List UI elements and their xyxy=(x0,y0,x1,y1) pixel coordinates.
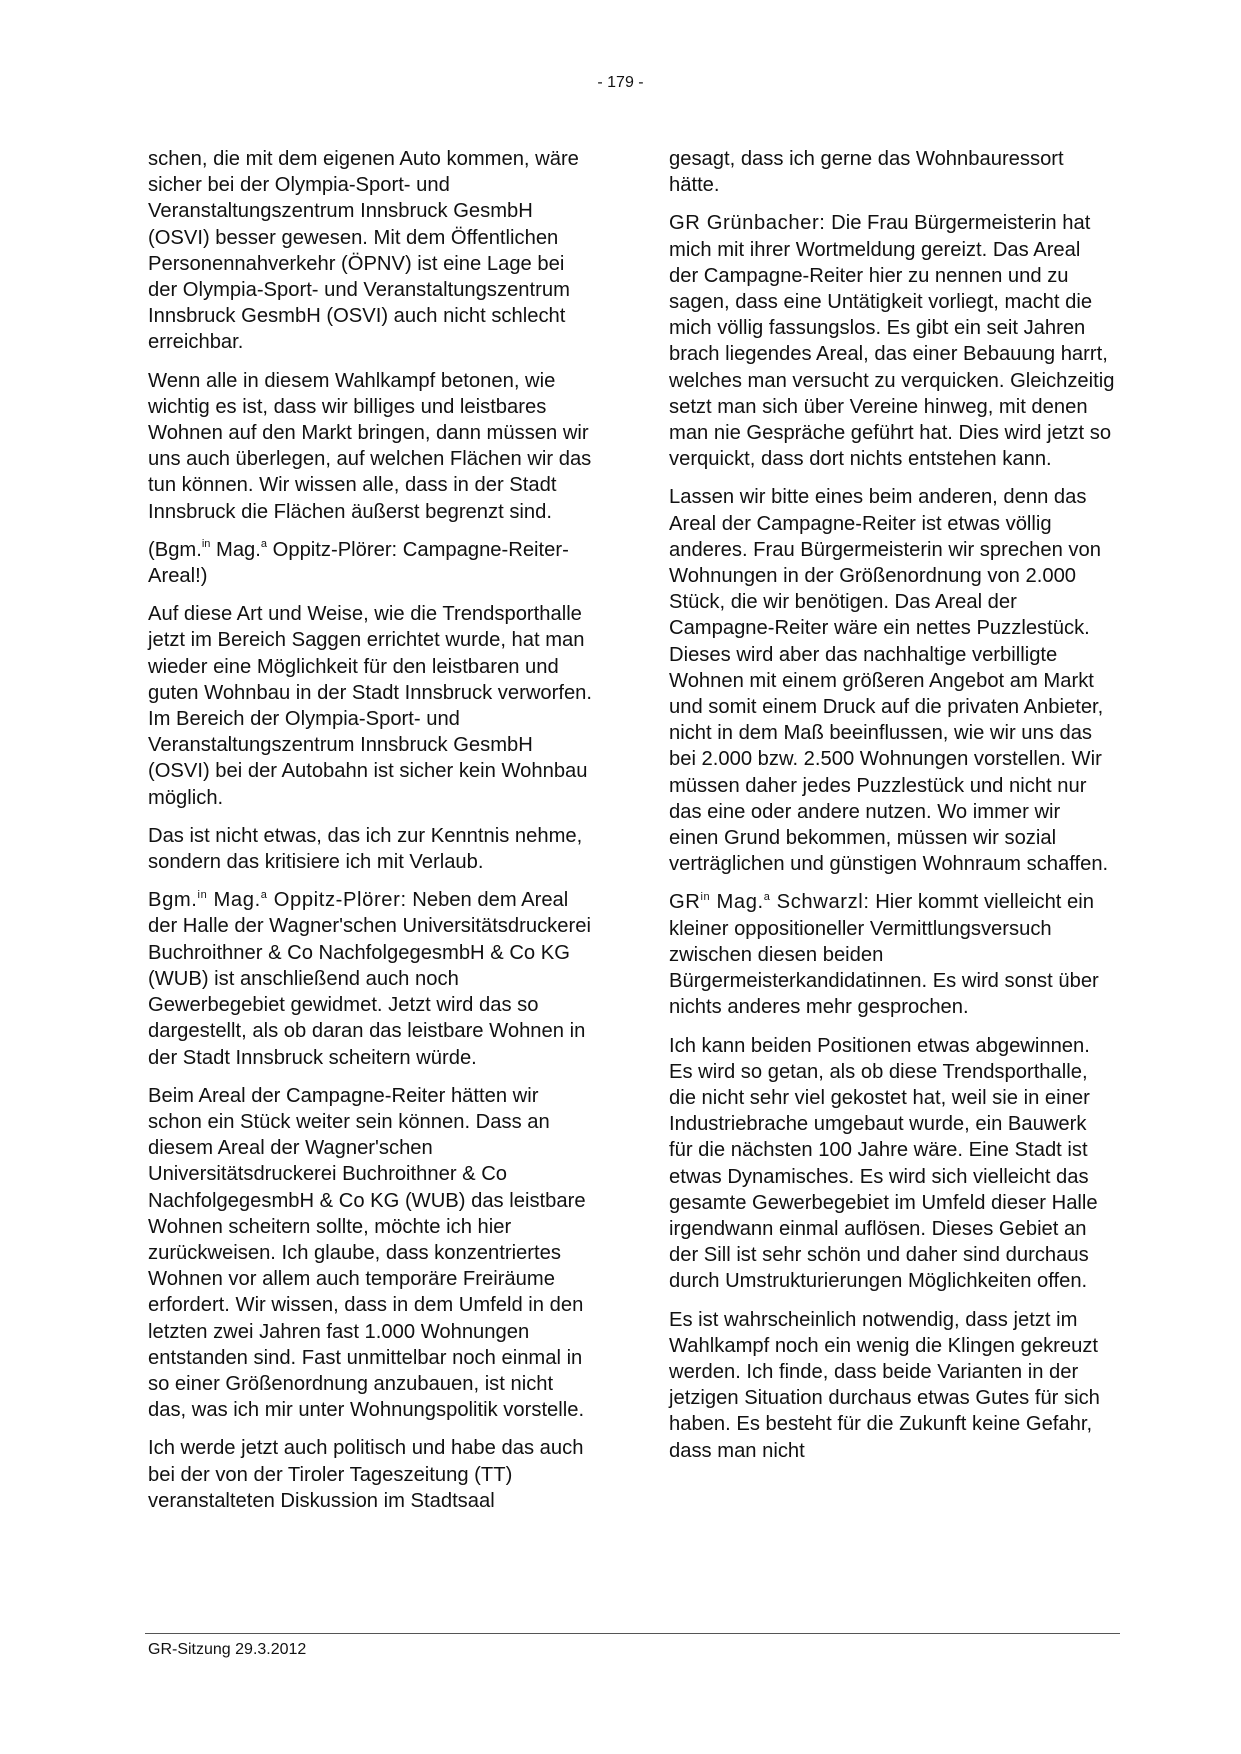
speaker-surname: Oppitz-Plörer: xyxy=(267,889,407,912)
paragraph: Ich kann beiden Positionen etwas abgewinnen. Es wird so getan, als ob diese Trendsporthalle, die nicht sehr viel gekostet hat, weil sie in einer Industriebrache umgebaut wurde, ein Bauwerk für die nächsten 100 Jahre wäre. Eine Stadt ist etwas Dynamisches. Es wird sich vielleicht das gesamte Gewerbegebiet im Umfeld dieser Halle irgendwann einmal auflösen. Dieses Gebiet an der Sill ist sehr schön und daher sind durchaus durch Umstrukturierungen Möglichkeiten offen. xyxy=(669,1034,1098,1293)
speech-text: Neben dem Areal der Halle der Wagner'schen Universitätsdruckerei Buchroithner & Co NachfolgegesmbH & Co KG (WUB) ist anschließend auch noch Gewerbegebiet gewidmet. Jetzt wird das so dargestellt, als ob daran das leistbare Wohnen in der Stadt Innsbruck scheitern würde. xyxy=(148,889,591,1069)
right-column xyxy=(669,146,1115,1476)
left-column xyxy=(148,146,594,1526)
superscript: in xyxy=(700,890,711,903)
interjection-text: Oppitz-Plörer: Campagne-Reiter-Areal!) xyxy=(148,538,569,588)
interjection-paragraph xyxy=(148,537,594,589)
paragraph: Ich werde jetzt auch politisch und habe das auch bei der von der Tiroler Tageszeitung (TT) veranstalteten Diskussion im Stadtsaal xyxy=(148,1437,584,1512)
speaker-name: GR Grünbacher: xyxy=(669,212,826,235)
superscript: in xyxy=(201,538,211,551)
superscript: a xyxy=(260,538,268,551)
paragraph: Beim Areal der Campagne-Reiter hätten wir schon ein Stück weiter sein können. Dass an diesem Areal der Wagner'schen Universitätsdruckerei Buchroithner & Co NachfolgegesmbH & Co KG (WUB) das leistbare Wohnen scheitern sollte, möchte ich hier zurückweisen. Ich glaube, dass konzentriertes Wohnen vor allem auch temporäre Freiräume erfordert. Wir wissen, dass in dem Umfeld in den letzten zwei Jahren fast 1.000 Wohnungen entstanden sind. Fast unmittelbar noch einmal in so einer Größenordnung anzubauen, ist nicht das, was ich mir unter Wohnungspolitik vorstelle. xyxy=(148,1084,586,1422)
speech-paragraph xyxy=(148,887,594,1070)
speech-text: Hier kommt vielleicht ein kleiner oppositioneller Vermittlungsversuch zwischen diesen beiden Bürgermeisterkandidatinnen. Es wird sonst über nichts anderes mehr gesprochen. xyxy=(669,891,1099,1019)
interjection-text: (Bgm. xyxy=(148,538,202,561)
speaker-title: Bgm. xyxy=(148,889,198,912)
speech-paragraph xyxy=(669,889,1115,1020)
speaker-title: Mag. xyxy=(207,889,261,912)
page-number: - 179 - xyxy=(597,74,644,91)
paragraph: Auf diese Art und Weise, wie die Trendsporthalle jetzt im Bereich Saggen errichtet wurde, hat man wieder eine Möglichkeit für den leistbaren und guten Wohnbau in der Stadt Innsbruck verworfen. Im Bereich der Olympia-Sport- und Veranstaltungszentrum Innsbruck GesmbH (OSVI) bei der Autobahn ist sicher kein Wohnbau möglich. xyxy=(148,603,593,809)
paragraph: schen, die mit dem eigenen Auto kommen, wäre sicher bei der Olympia-Sport- und Veranstaltungszentrum Innsbruck GesmbH (OSVI) besser gewesen. Mit dem Öffentlichen Personennahverkehr (ÖPNV) ist eine Lage bei der Olympia-Sport- und Veranstaltungszentrum Innsbruck GesmbH (OSVI) auch nicht schlecht erreichbar. xyxy=(148,148,579,354)
superscript: in xyxy=(197,888,208,901)
footer-divider xyxy=(145,1633,1120,1634)
paragraph: Das ist nicht etwas, das ich zur Kenntnis nehme, sondern das kritisiere ich mit Verlaub. xyxy=(148,824,583,874)
speaker-title: Mag. xyxy=(710,891,764,914)
footer-session-label: GR-Sitzung 29.3.2012 xyxy=(148,1641,307,1658)
speaker-surname: Schwarzl: xyxy=(770,891,870,914)
superscript: a xyxy=(763,890,771,903)
interjection-text: Mag. xyxy=(210,538,261,561)
paragraph: Lassen wir bitte eines beim anderen, denn das Areal der Campagne-Reiter ist etwas völlig anderes. Frau Bürgermeisterin wir sprechen von Wohnungen in der Größenordnung von 2.000 Stück, die wir benötigen. Das Areal der Campagne-Reiter wäre ein nettes Puzzlestück. Dieses wird aber das nachhaltige verbilligte Wohnen mit einem größeren Angebot am Markt und somit einem Druck auf die privaten Anbieter, nicht in dem Maß beeinflussen, wie wir uns das bei 2.000 bzw. 2.500 Wohnungen vorstellen. Wir müssen daher jedes Puzzlestück und nicht nur das eine oder andere nutzen. Wo immer wir einen Grund bekommen, müssen wir sozial verträglichen und günstigen Wohnraum schaffen. xyxy=(669,486,1109,876)
superscript: a xyxy=(260,888,268,901)
speech-paragraph xyxy=(669,210,1115,472)
speaker-name xyxy=(148,889,407,911)
speech-text: Die Frau Bürgermeisterin hat mich mit ihrer Wortmeldung gereizt. Das Areal der Campagne-Reiter hier zu nennen und zu sagen, dass eine Untätigkeit vorliegt, macht die mich völlig fassungslos. Es gibt ein seit Jahren brach liegendes Areal, das einer Bebauung harrt, welches man versucht zu verquicken. Gleichzeitig setzt man sich über Vereine hinweg, mit denen man nie Gespräche geführt hat. Dies wird jetzt so verquickt, dass dort nichts entstehen kann. xyxy=(669,212,1115,471)
speaker-name xyxy=(669,891,870,913)
speaker-title: GR xyxy=(669,891,701,914)
paragraph: Wenn alle in diesem Wahlkampf betonen, wie wichtig es ist, dass wir billiges und leistbares Wohnen auf den Markt bringen, dann müssen wir uns auch überlegen, auf welchen Flächen wir das tun können. Wir wissen alle, dass in der Stadt Innsbruck die Flächen äußerst begrenzt sind. xyxy=(148,369,592,523)
paragraph: Es ist wahrscheinlich notwendig, dass jetzt im Wahlkampf noch ein wenig die Klingen gekreuzt werden. Ich finde, dass beide Varianten in der jetzigen Situation durchaus etwas Gutes für sich haben. Es besteht für die Zukunft keine Gefahr, dass man nicht xyxy=(669,1308,1100,1462)
paragraph: gesagt, dass ich gerne das Wohnbauressort hätte. xyxy=(669,148,1064,197)
